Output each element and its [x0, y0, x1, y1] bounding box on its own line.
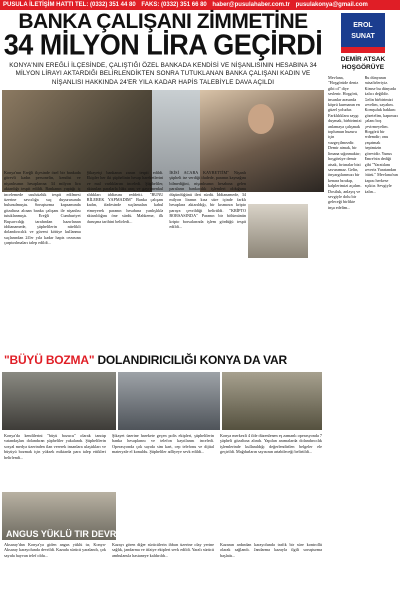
column-col-1: Mevlana, "Hoşgörüde deniz gibi ol" diye seslenir. Hoşgörü, insanlar arasında köprü kurmanın en güzel yoludur. Farklılıklara saygı duymak, birbirimizi anlamaya çalışmak toplumun huzuru için vazgeçilmezdir. Demir atmak, bir limana sığınmaktır; hoşgörüye demir atsak, fırtınalar bizi savuramaz. Gelin, önyargılarımızı bir kenara bırakıp, kalplerimizi açalım. Dostluk, anlayış ve sevgiyle dolu bir geleceği birlikte inşa edelim...: [328, 75, 362, 210]
main-column: [2, 11, 324, 192]
column-col-2: Bu dünyanın misafirleriyiz. Kimse bu dünyada kalıcı değildir. Gelin birbirimizi sevelim, sayalım. Komşuluk hakkını gözetelim, kapımızı çalanı boş çevirmeyelim. Hoşgörü bir erdemdir; onu yaşatmak hepimizin görevidir. Yunus Emre'nin dediği gibi "Yaratılanı severiz Yaratandan ötürü." Mevlana'nın kapısı herkese açıktır. Sevgiyle kalın...: [364, 75, 398, 194]
headline-line-2: 34 MİLYON LİRA GEÇİRDİ: [3, 29, 323, 61]
section-3-col-2: Kazayı gören diğer sürücülerin ihbarı üzerine olay yerine sağlık, jandarma ve itfaiye ekipleri sevk edildi. Yaralı sürücü ambulansla hastaneye kaldırıldı...: [112, 542, 214, 558]
columnist-logo: [341, 13, 385, 53]
section-3-col-1: Aksaray'dan Konya'ya giden angus yüklü tır, Konya-Aksaray karayolunda devrildi. Kazada sürücü yaralandı, çok sayıda hayvan telef oldu...: [4, 542, 106, 558]
contact-phone: PUSULA İLETİŞİM HATTI TEL: (0332) 351 44 80: [3, 2, 136, 8]
contact-email[interactable]: haber@pusulahaber.com.tr: [212, 2, 290, 8]
section-3-title: ANGUS YÜKLÜ TIR DEVRİLDİ: [6, 529, 134, 539]
section-2-photo-2: [118, 372, 220, 430]
section-2-title-quote: "BÜYÜ BOZMA": [4, 353, 95, 367]
headline-subtitle: KONYA'NIN EREĞLİ İLÇESİNDE, ÇALIŞTIĞI ÖZEL BANKADA KENDİSİ VE NİŞANLISININ HESABINA 34 MİLYON LİRAYI AKTARDIĞI BELİRLENDİKTEN SONRA TUTUKLANAN BANKA ÇALIŞANI KADIN VE NİŞANLISI HAKKINDA 24'ER YILA KADAR HAPİS TALEBİYLE DAVA AÇILDI: [9, 62, 317, 86]
suspect-photo: [248, 204, 308, 258]
portrait-face: [248, 104, 274, 134]
section-2-photo-1: [2, 372, 116, 430]
story-1-text: [4, 170, 246, 348]
story-1-col-2: Şikayetçi bankanın zararı tespit edildi. Ekipler her iki şüphelinin hesap hareketlerini ve mal varlıklarını inceledi. Şüpheliler, aktarılan paralarla lüks araç ve gayrimenkul aldıkları iddiasını reddetti. "BUNU BİLEREK YAPMADIM" Banka çalışanı kadın, ifadesinde suçlamaları kabul etmeyerek paranın hesabına yanlışlıkla aktarıldığını öne sürdü. Mahkeme, ilk duruşma tarihini belirledi...: [86, 170, 164, 224]
contact-fax: FAKS: (0332) 351 66 80: [141, 2, 207, 8]
headline-line-1: BANKA ÇALIŞANI ZİMMETİNE: [18, 10, 308, 33]
section-2-photo-3: [222, 372, 322, 430]
contact-email-2[interactable]: pusulakonya@gmail.com: [295, 2, 368, 8]
story-1-col-3: İKİSİ ACABA KAYBETTİM" Nişanlı şüpheli ise verdiği ifadede, paranın kaynağını bilmediğini, nişanlısının hesabına gelen paraların bankacılık işlemleri olduğunu düşündüğünü ileri sürdü. İddianamede, 34 milyon liranın kısa süre içinde farklı hesaplara aktarıldığı, bir kısmının kripto paraya çevrildiği belirtildi. "KRİPTO BORSASINDA" Paranın bir bölümünün kripto borsalarında işlem gördüğü tespit edildi...: [169, 170, 247, 230]
story-1-col-1: Konya'nın Ereğli ilçesinde özel bir bankada görevli kadın personelin, kendisi ve nişanlısının hesaplarına 34 milyon lira aktardığı tespit edildi. Bankanın yaptığı iç incelemede usulsüzlük tespit edilmesi üzerine savcılığa suç duyurusunda bulunulmuştu. Soruşturma kapsamında gözaltına alınan banka çalışanı ile nişanlısı tutuklanmıştı. Ereğli Cumhuriyet Başsavcılığı tarafından hazırlanan iddianamede, şüphelilerin nitelikli dolandırıcılık ve güveni kötüye kullanma suçlarından 24'er yıla kadar hapis cezasına çarptırılmaları talep edildi...: [4, 170, 81, 246]
opinion-column: [328, 11, 398, 594]
story-1-text-right: [250, 262, 322, 352]
section-2-col-2: Şikayet üzerine harekete geçen polis ekipleri, şüphelilerin banka hesaplarını ve telefon kayıtlarını inceledi. Operasyonda çok sayıda sim kart, cep telefonu ve dijital materyale el konuldu. Şüpheliler adliyeye sevk edildi...: [112, 433, 214, 455]
section-3-text: [4, 542, 322, 592]
contact-bar: [0, 0, 400, 10]
section-3-col-3: Kazanın ardından karayolunda trafik bir süre kontrollü olarak sağlandı. Jandarma kazayla ilgili soruşturma başlattı...: [220, 542, 322, 558]
story-1-col-3-cont: [250, 262, 322, 352]
section-2-col-3: Konya merkezli 4 ilde düzenlenen eş zamanlı operasyonda 7 şüpheli gözaltına alındı. Yapılan aramalarda dolandırıcılık işlemlerinde kullanıldığı değerlendirilen belgeler ele geçirildi. Mağdurların sayısının artabileceği belirtildi...: [220, 433, 322, 455]
section-2-title-rest: DOLANDIRICILIĞI KONYA DA VAR: [97, 353, 287, 367]
section-2-col-1: Konya'da kendilerini "büyü bozucu" olarak tanıtıp vatandaşları dolandıran şüpheliler yakalandı. Şüphelilerin sosyal medya üzerinden ilan vererek insanlara ulaştıkları ve büyüyü bozmak için yüksek miktarda para talep ettikleri belirlendi...: [4, 433, 106, 460]
section-2-title: [4, 353, 287, 367]
column-text: [328, 75, 398, 594]
columnist-first-name: EROL: [353, 22, 373, 29]
section-2-text: [4, 433, 322, 489]
column-title: DEMİR ATSAK HOŞGÖRÜYE: [340, 56, 386, 71]
columnist-last-name: SUNAT: [351, 33, 375, 40]
